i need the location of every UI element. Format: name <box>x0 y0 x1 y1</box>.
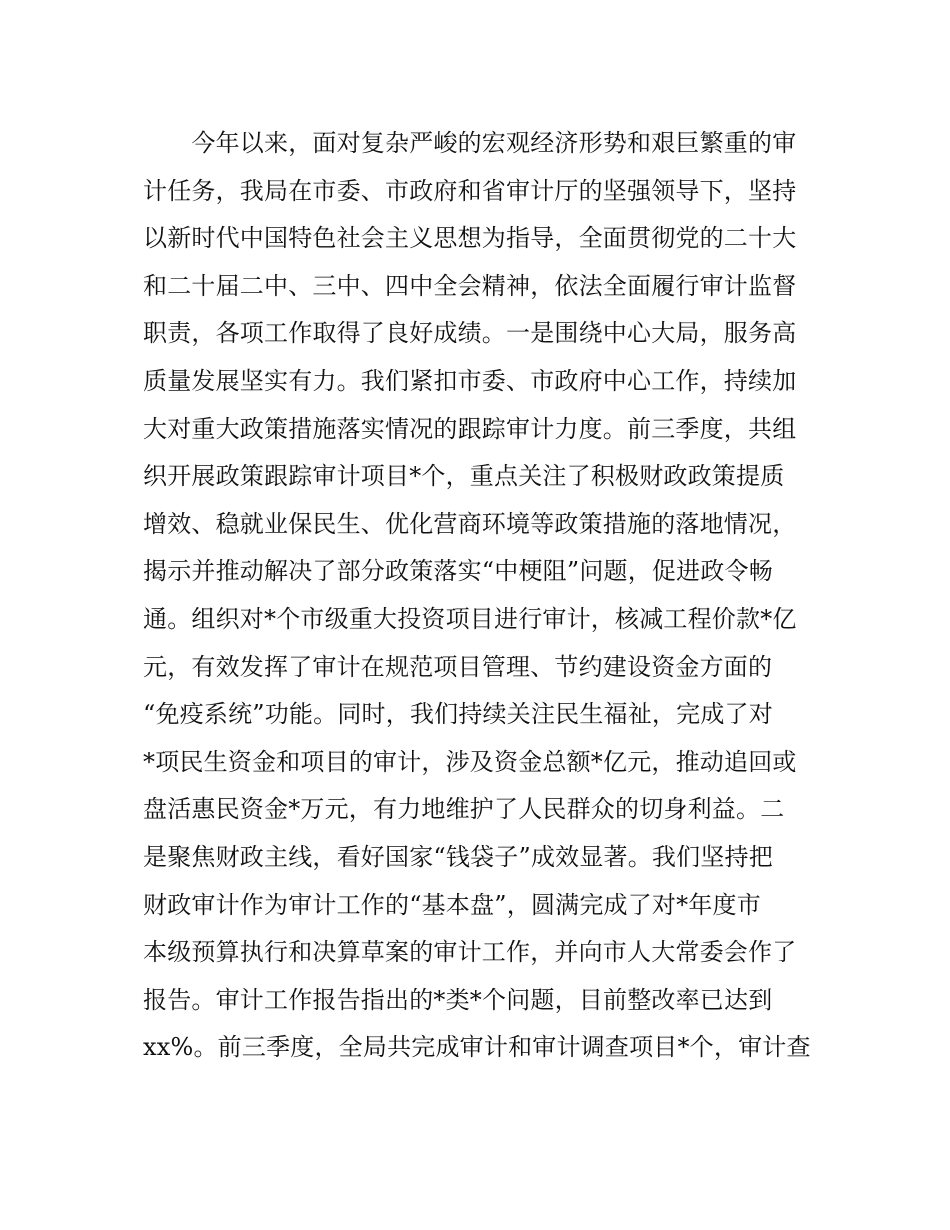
text-line: 是聚焦财政主线，看好国家“钱袋子”成效显著。我们坚持把 <box>143 842 773 871</box>
text-line: 以新时代中国特色社会主义思想为指导，全面贯彻党的二十大 <box>143 224 797 253</box>
text-line: 财政审计作为审计工作的“基本盘”，圆满完成了对*年度市 <box>143 890 761 919</box>
text-line: xx%。前三季度，全局共完成审计和审计调查项目*个，审计查 <box>143 1033 811 1062</box>
text-line: 揭示并推动解决了部分政策落实“中梗阻”问题，促进政令畅 <box>143 557 773 586</box>
text-line: 本级预算执行和决算草案的审计工作，并向市人大常委会作了 <box>143 938 797 967</box>
text-line: 职责，各项工作取得了良好成绩。一是围绕中心大局，服务高 <box>143 319 797 348</box>
text-line: 元，有效发挥了审计在规范项目管理、节约建设资金方面的 <box>143 652 773 681</box>
text-line: 增效、稳就业保民生、优化营商环境等政策措施的落地情况， <box>143 509 797 538</box>
body-paragraph <box>143 120 813 1072</box>
text-line: 和二十届二中、三中、四中全会精神，依法全面履行审计监督 <box>143 271 797 300</box>
text-line: 大对重大政策措施落实情况的跟踪审计力度。前三季度，共组 <box>143 414 797 443</box>
text-line: “免疫系统”功能。同时，我们持续关注民生福祉，完成了对 <box>143 700 773 729</box>
text-line: 计任务，我局在市委、市政府和省审计厅的坚强领导下，坚持 <box>143 176 797 205</box>
text-line: 通。组织对*个市级重大投资项目进行审计，核减工程价款*亿 <box>143 604 797 633</box>
text-line: 盘活惠民资金*万元，有力地维护了人民群众的切身利益。二 <box>143 795 785 824</box>
text-line: *项民生资金和项目的审计，涉及资金总额*亿元，推动追回或 <box>143 747 797 776</box>
text-line: 织开展政策跟踪审计项目*个，重点关注了积极财政政策提质 <box>143 462 785 491</box>
text-line: 质量发展坚实有力。我们紧扣市委、市政府中心工作，持续加 <box>143 366 797 395</box>
text-line: 报告。审计工作报告指出的*类*个问题，目前整改率已达到 <box>143 985 773 1014</box>
text-line: 今年以来，面对复杂严峻的宏观经济形势和艰巨繁重的审 <box>143 129 797 157</box>
